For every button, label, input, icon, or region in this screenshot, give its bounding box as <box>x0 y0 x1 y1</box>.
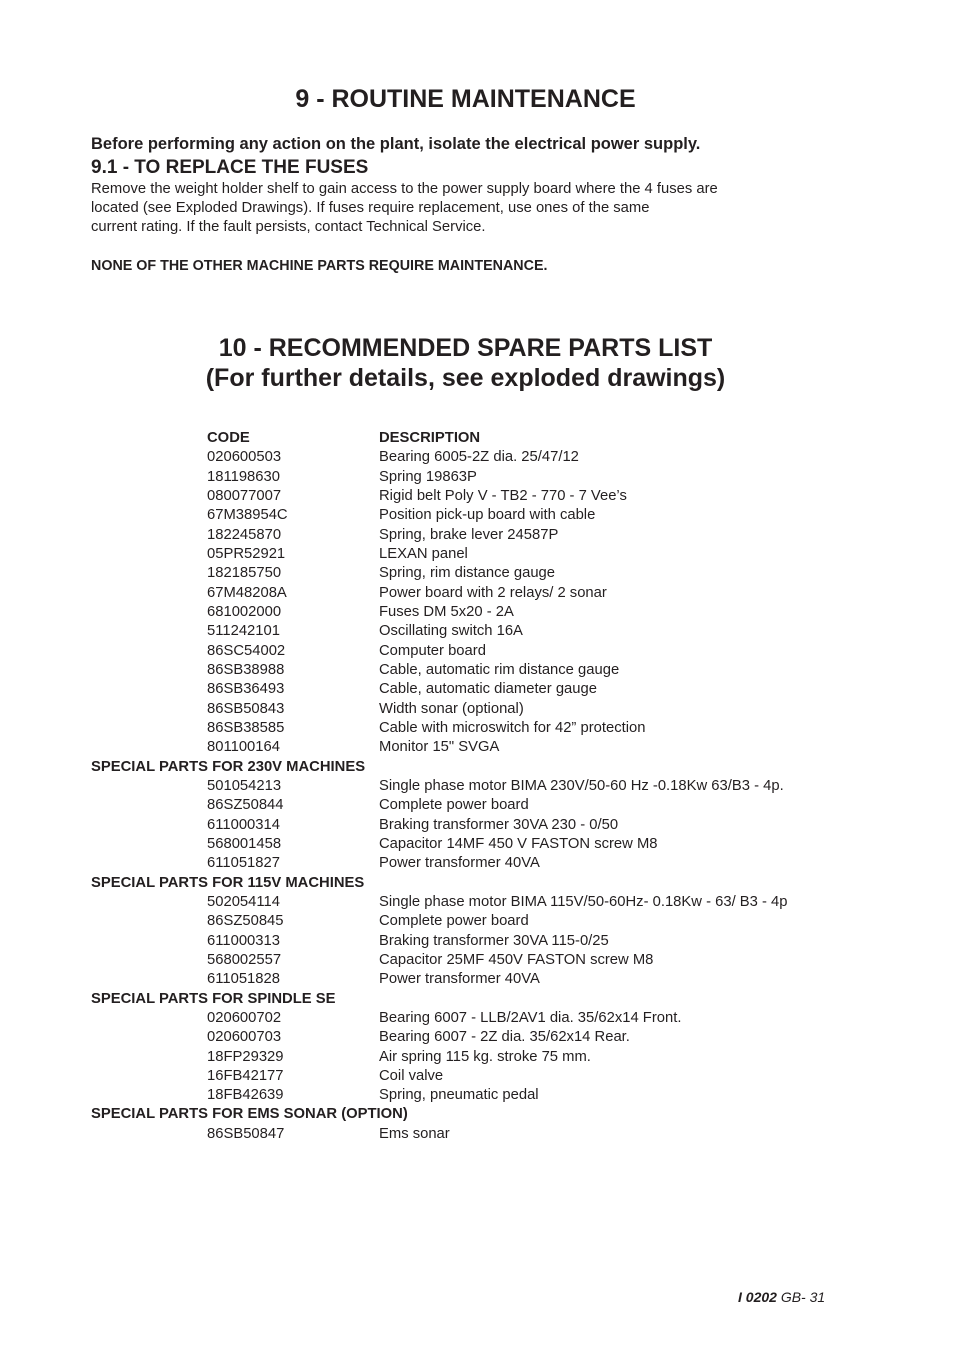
part-description: Air spring 115 kg. stroke 75 mm. <box>379 1048 591 1065</box>
table-row <box>0 1009 954 1028</box>
table-row <box>0 661 954 680</box>
part-code: 611051827 <box>207 855 280 872</box>
part-description: Cable, automatic rim distance gauge <box>379 661 620 678</box>
table-row <box>0 1086 954 1105</box>
table-body <box>0 448 954 1144</box>
part-code: 181198630 <box>207 468 280 485</box>
table-row <box>0 951 954 970</box>
part-description: Rigid belt Poly V - TB2 - 770 - 7 Vee’s <box>379 487 627 504</box>
part-code: 86SC54002 <box>207 642 286 659</box>
part-description: Width sonar (optional) <box>379 700 524 717</box>
part-description: Spring 19863P <box>379 468 477 485</box>
section-9-title: 9 - ROUTINE MAINTENANCE <box>295 85 636 113</box>
part-description: Complete power board <box>379 913 529 930</box>
table-row <box>0 738 954 757</box>
part-code: 67M38954C <box>207 507 288 524</box>
section-heading: SPECIAL PARTS FOR 115V MACHINES <box>91 874 365 891</box>
part-description: Fuses DM 5x20 - 2A <box>379 603 514 620</box>
table-row <box>0 835 954 854</box>
part-code: 501054213 <box>207 777 282 794</box>
part-code: 020600503 <box>207 449 282 466</box>
table-row <box>0 796 954 815</box>
fuse-instructions <box>91 180 718 238</box>
instruction-line: Remove the weight holder shelf to gain access to the power supply board where the 4 fuses are <box>91 181 718 197</box>
part-code: 182245870 <box>207 526 282 543</box>
part-code: 182185750 <box>207 565 282 582</box>
part-description: Power board with 2 relays/ 2 sonar <box>379 584 607 601</box>
part-code: 16FB42177 <box>207 1067 284 1084</box>
part-description: Oscillating switch 16A <box>379 623 523 640</box>
section-heading: SPECIAL PARTS FOR 230V MACHINES <box>91 758 366 775</box>
spare-parts-table <box>0 429 954 1144</box>
table-row <box>0 1048 954 1067</box>
table-row <box>0 700 954 719</box>
part-description: Coil valve <box>379 1067 444 1084</box>
part-code: 18FP29329 <box>207 1048 284 1065</box>
section-row <box>0 990 954 1009</box>
part-description: Cable, automatic diameter gauge <box>379 681 597 698</box>
part-code: 86SZ50845 <box>207 913 284 930</box>
part-code: 568001458 <box>207 835 282 852</box>
part-description: Braking transformer 30VA 230 - 0/50 <box>379 816 619 833</box>
section-heading: SPECIAL PARTS FOR EMS SONAR (OPTION) <box>91 1106 408 1123</box>
table-row <box>0 1067 954 1086</box>
part-description: Ems sonar <box>379 1125 450 1142</box>
table-row <box>0 603 954 622</box>
section-10-title <box>0 333 931 393</box>
part-description: Spring, brake lever 24587P <box>379 526 559 543</box>
document-code: I 0202 <box>738 1289 777 1305</box>
part-description: Spring, rim distance gauge <box>379 565 556 582</box>
part-description: Spring, pneumatic pedal <box>379 1087 539 1104</box>
table-row <box>0 777 954 796</box>
part-code: 611000314 <box>207 816 280 833</box>
part-description: Bearing 6005-2Z dia. 25/47/12 <box>379 449 579 466</box>
table-row <box>0 854 954 873</box>
part-code: 611000313 <box>207 932 280 949</box>
part-code: 568002557 <box>207 951 282 968</box>
table-row <box>0 564 954 583</box>
instruction-line: current rating. If the fault persists, contact Technical Service. <box>91 219 486 236</box>
part-description: Bearing 6007 - 2Z dia. 35/62x14 Rear. <box>379 1029 630 1046</box>
part-description: Bearing 6007 - LLB/2AV1 dia. 35/62x14 Front. <box>379 1009 682 1026</box>
table-row <box>0 506 954 525</box>
page-number: GB- 31 <box>780 1289 826 1305</box>
part-code: 86SB50843 <box>207 700 285 717</box>
part-code: 86SB50847 <box>207 1125 285 1142</box>
section-10-subtitle-line: (For further details, see exploded drawings) <box>205 364 726 392</box>
table-row <box>0 545 954 564</box>
part-code: 511242101 <box>207 623 280 640</box>
part-code: 020600703 <box>207 1029 282 1046</box>
part-description: Single phase motor BIMA 230V/50-60 Hz -0.18Kw 63/B3 - 4p. <box>379 777 784 794</box>
table-row <box>0 1125 954 1144</box>
part-code: 681002000 <box>207 603 282 620</box>
table-row <box>0 448 954 467</box>
part-code: 86SB38585 <box>207 719 285 736</box>
table-row <box>0 526 954 545</box>
table-row <box>0 970 954 989</box>
section-10-title-line: 10 - RECOMMENDED SPARE PARTS LIST <box>218 334 713 362</box>
part-description: Monitor 15" SVGA <box>379 739 500 756</box>
table-row <box>0 622 954 641</box>
table-row <box>0 912 954 931</box>
table-row <box>0 642 954 661</box>
section-row <box>0 874 954 893</box>
table-row <box>0 584 954 603</box>
table-row <box>0 680 954 699</box>
part-description: Braking transformer 30VA 115-0/25 <box>379 932 609 949</box>
part-description: Capacitor 25MF 450V FASTON screw M8 <box>379 951 654 968</box>
section-row <box>0 758 954 777</box>
subsection-9-1-title: 9.1 - TO REPLACE THE FUSES <box>91 157 369 178</box>
description-column-header: DESCRIPTION <box>379 430 481 446</box>
part-code: 86SZ50844 <box>207 797 284 814</box>
part-code: 86SB36493 <box>207 681 285 698</box>
part-description: Computer board <box>379 642 486 659</box>
part-code: 080077007 <box>207 487 282 504</box>
part-description: Single phase motor BIMA 115V/50-60Hz- 0.18Kw - 63/ B3 - 4p <box>379 893 788 910</box>
part-description: Power transformer 40VA <box>379 971 540 988</box>
part-code: 020600702 <box>207 1009 282 1026</box>
part-code: 801100164 <box>207 739 280 756</box>
table-row <box>0 719 954 738</box>
part-description: Complete power board <box>379 797 529 814</box>
part-code: 18FB42639 <box>207 1087 284 1104</box>
table-row <box>0 468 954 487</box>
part-description: Power transformer 40VA <box>379 855 540 872</box>
section-row <box>0 1105 954 1124</box>
table-header <box>0 429 954 448</box>
table-row <box>0 932 954 951</box>
part-description: Capacitor 14MF 450 V FASTON screw M8 <box>379 835 658 852</box>
part-code: 67M48208A <box>207 584 287 601</box>
table-row <box>0 893 954 912</box>
code-column-header: CODE <box>207 430 250 446</box>
part-description: LEXAN panel <box>379 545 468 562</box>
maintenance-note: NONE OF THE OTHER MACHINE PARTS REQUIRE MAINTENANCE. <box>91 258 548 274</box>
part-code: 611051828 <box>207 971 280 988</box>
part-description: Cable with microswitch for 42” protection <box>379 719 646 736</box>
page-footer <box>738 1289 825 1305</box>
table-row <box>0 487 954 506</box>
table-row <box>0 816 954 835</box>
part-code: 05PR52921 <box>207 545 286 562</box>
part-code: 86SB38988 <box>207 661 285 678</box>
part-description: Position pick-up board with cable <box>379 507 596 524</box>
instruction-line: located (see Exploded Drawings). If fuses require replacement, use ones of the same <box>91 200 650 217</box>
section-heading: SPECIAL PARTS FOR SPINDLE SE <box>91 990 336 1007</box>
table-row <box>0 1028 954 1047</box>
safety-warning: Before performing any action on the plant, isolate the electrical power supply. <box>91 135 701 153</box>
part-code: 502054114 <box>207 893 280 910</box>
